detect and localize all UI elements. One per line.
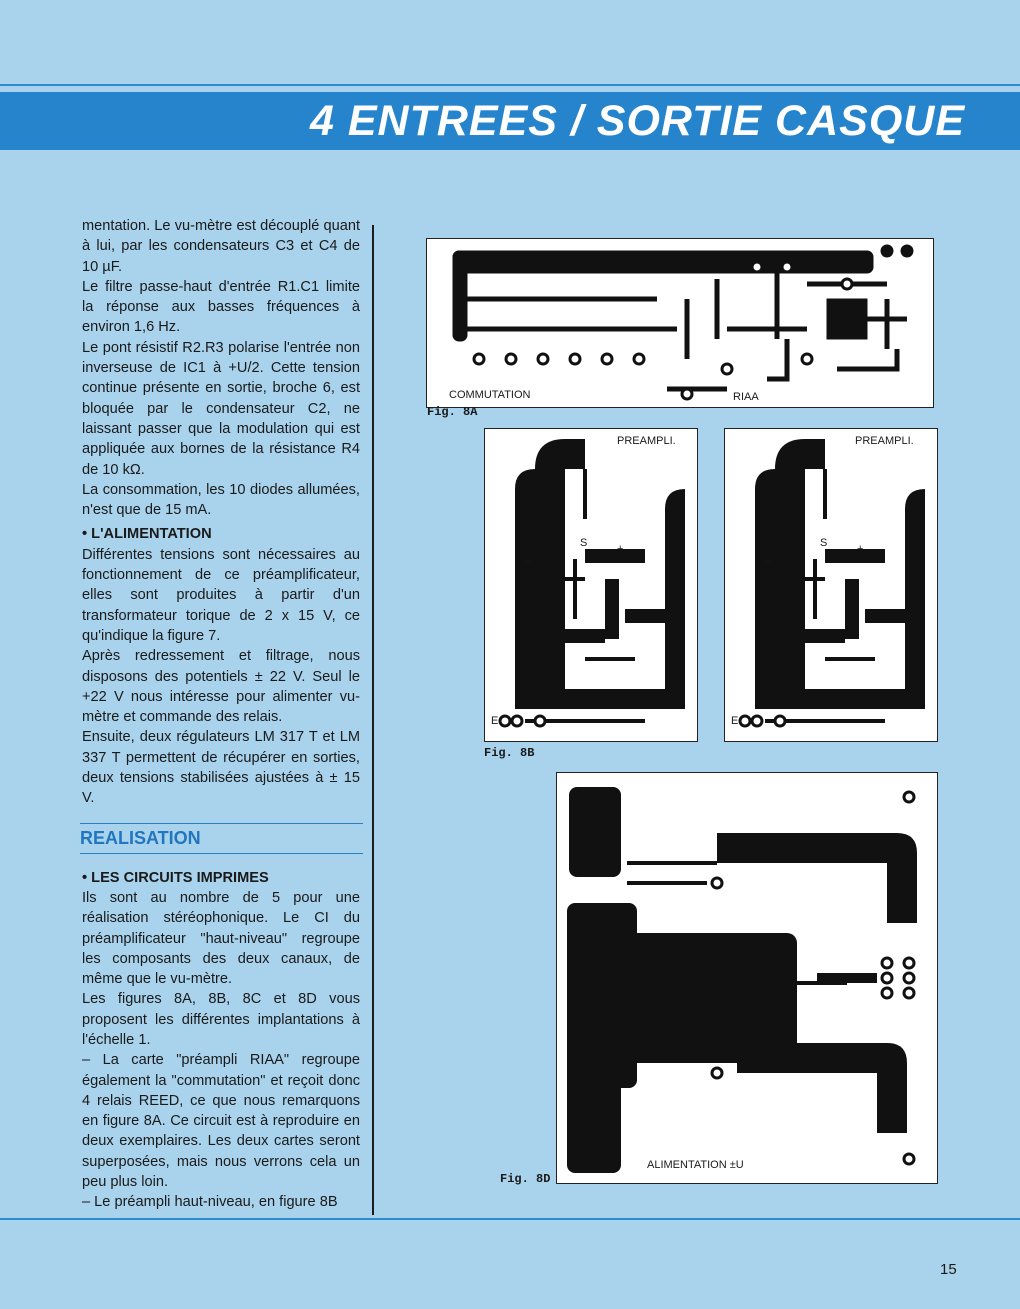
section-heading: REALISATION — [80, 823, 363, 854]
label-riaa: RIAA — [733, 391, 759, 403]
subheading-alimentation: • L'ALIMENTATION — [82, 526, 212, 543]
label-preampli: PREAMPLI. — [617, 435, 676, 447]
label-e: E — [491, 715, 499, 727]
label-plus: + — [857, 543, 864, 555]
pcb-figure-8a — [426, 238, 934, 408]
pcb-traces-8d — [557, 773, 937, 1183]
bottom-rule — [0, 1218, 1020, 1220]
label-minus: – — [765, 555, 772, 567]
paragraph: Le filtre passe-haut d'entrée R1.C1 limite la réponse aux basses fréquences à environ 1,6 Hz. — [82, 278, 360, 336]
page-number: 15 — [940, 1261, 957, 1278]
title-banner — [0, 92, 1020, 150]
label-s: S — [820, 537, 828, 549]
pcb-figure-8b-right — [724, 428, 938, 742]
figure-caption-8a: Fig. 8A — [427, 405, 478, 419]
figure-caption-8b: Fig. 8B — [484, 746, 535, 760]
paragraph: Le pont résistif R2.R3 polarise l'entrée non inverseuse de IC1 à +U/2. Cette tension continue présente en sortie, broche 6, est bloquée par le condensateur C2, ne laissant passer que la modulation qui est appliquée aux bornes de la résistance R4 de 10 kΩ. — [82, 339, 360, 478]
paragraph: Les figures 8A, 8B, 8C et 8D vous proposent les différentes implantations à l'échelle 1. — [82, 991, 360, 1048]
label-plus: + — [617, 543, 624, 555]
label-s: S — [580, 537, 588, 549]
label-minus: – — [525, 555, 532, 567]
pcb-figure-8b-left — [484, 428, 698, 742]
pcb-traces-8b-left — [485, 429, 697, 741]
label-alimentation: ALIMENTATION ±U — [647, 1159, 744, 1171]
paragraph: – La carte "préampli RIAA" regroupe également la "commutation" et reçoit donc 4 relais REED, ce que nous remarquons en figure 8A. Ce circuit est à reproduire en deux exemplaires. Les deux cartes seront superposées, mais nous verrons cela un peu plus loin. — [82, 1052, 360, 1191]
label-preampli: PREAMPLI. — [855, 435, 914, 447]
pcb-traces-8b-right — [725, 429, 937, 741]
figure-caption-8d: Fig. 8D — [500, 1172, 551, 1186]
paragraph: La consommation, les 10 diodes allumées, n'est que de 15 mA. — [82, 481, 360, 519]
paragraph: Après redressement et filtrage, nous disposons des potentiels ± 22 V. Seul le +22 V nous intéresse pour alimenter vu-mètre et commande des relais. — [82, 648, 360, 726]
label-commutation: COMMUTATION — [449, 389, 531, 401]
subheading-circuits: • LES CIRCUITS IMPRIMES — [82, 869, 269, 886]
paragraph: Ils sont au nombre de 5 pour une réalisation stéréophonique. Le CI du préamplificateur "haut-niveau" regroupe les composants des deux canaux, de même que le vu-mètre. — [82, 889, 360, 988]
paragraph: Ensuite, deux régulateurs LM 317 T et LM 337 T permettent de récupérer en sorties, deux tensions stabilisées ajustées à ± 15 V. — [82, 729, 360, 807]
pcb-traces-8a — [427, 239, 933, 407]
label-e: E — [731, 715, 739, 727]
text-column — [82, 216, 360, 1213]
page-title: 4 ENTREES / SORTIE CASQUE — [309, 97, 965, 145]
pcb-figure-8d — [556, 772, 938, 1184]
paragraph: – Le préampli haut-niveau, en figure 8B — [82, 1194, 338, 1211]
paragraph: Différentes tensions sont nécessaires au fonctionnement de ce préamplificateur, elles sont produites à partir d'un transformateur torique de 2 x 15 V, ce qu'indique la figure 7. — [82, 546, 360, 644]
column-rule — [372, 225, 374, 1215]
paragraph: mentation. Le vu-mètre est découplé quant à lui, par les condensateurs C3 et C4 de 10 µF. — [82, 218, 360, 275]
top-rule — [0, 84, 1020, 86]
